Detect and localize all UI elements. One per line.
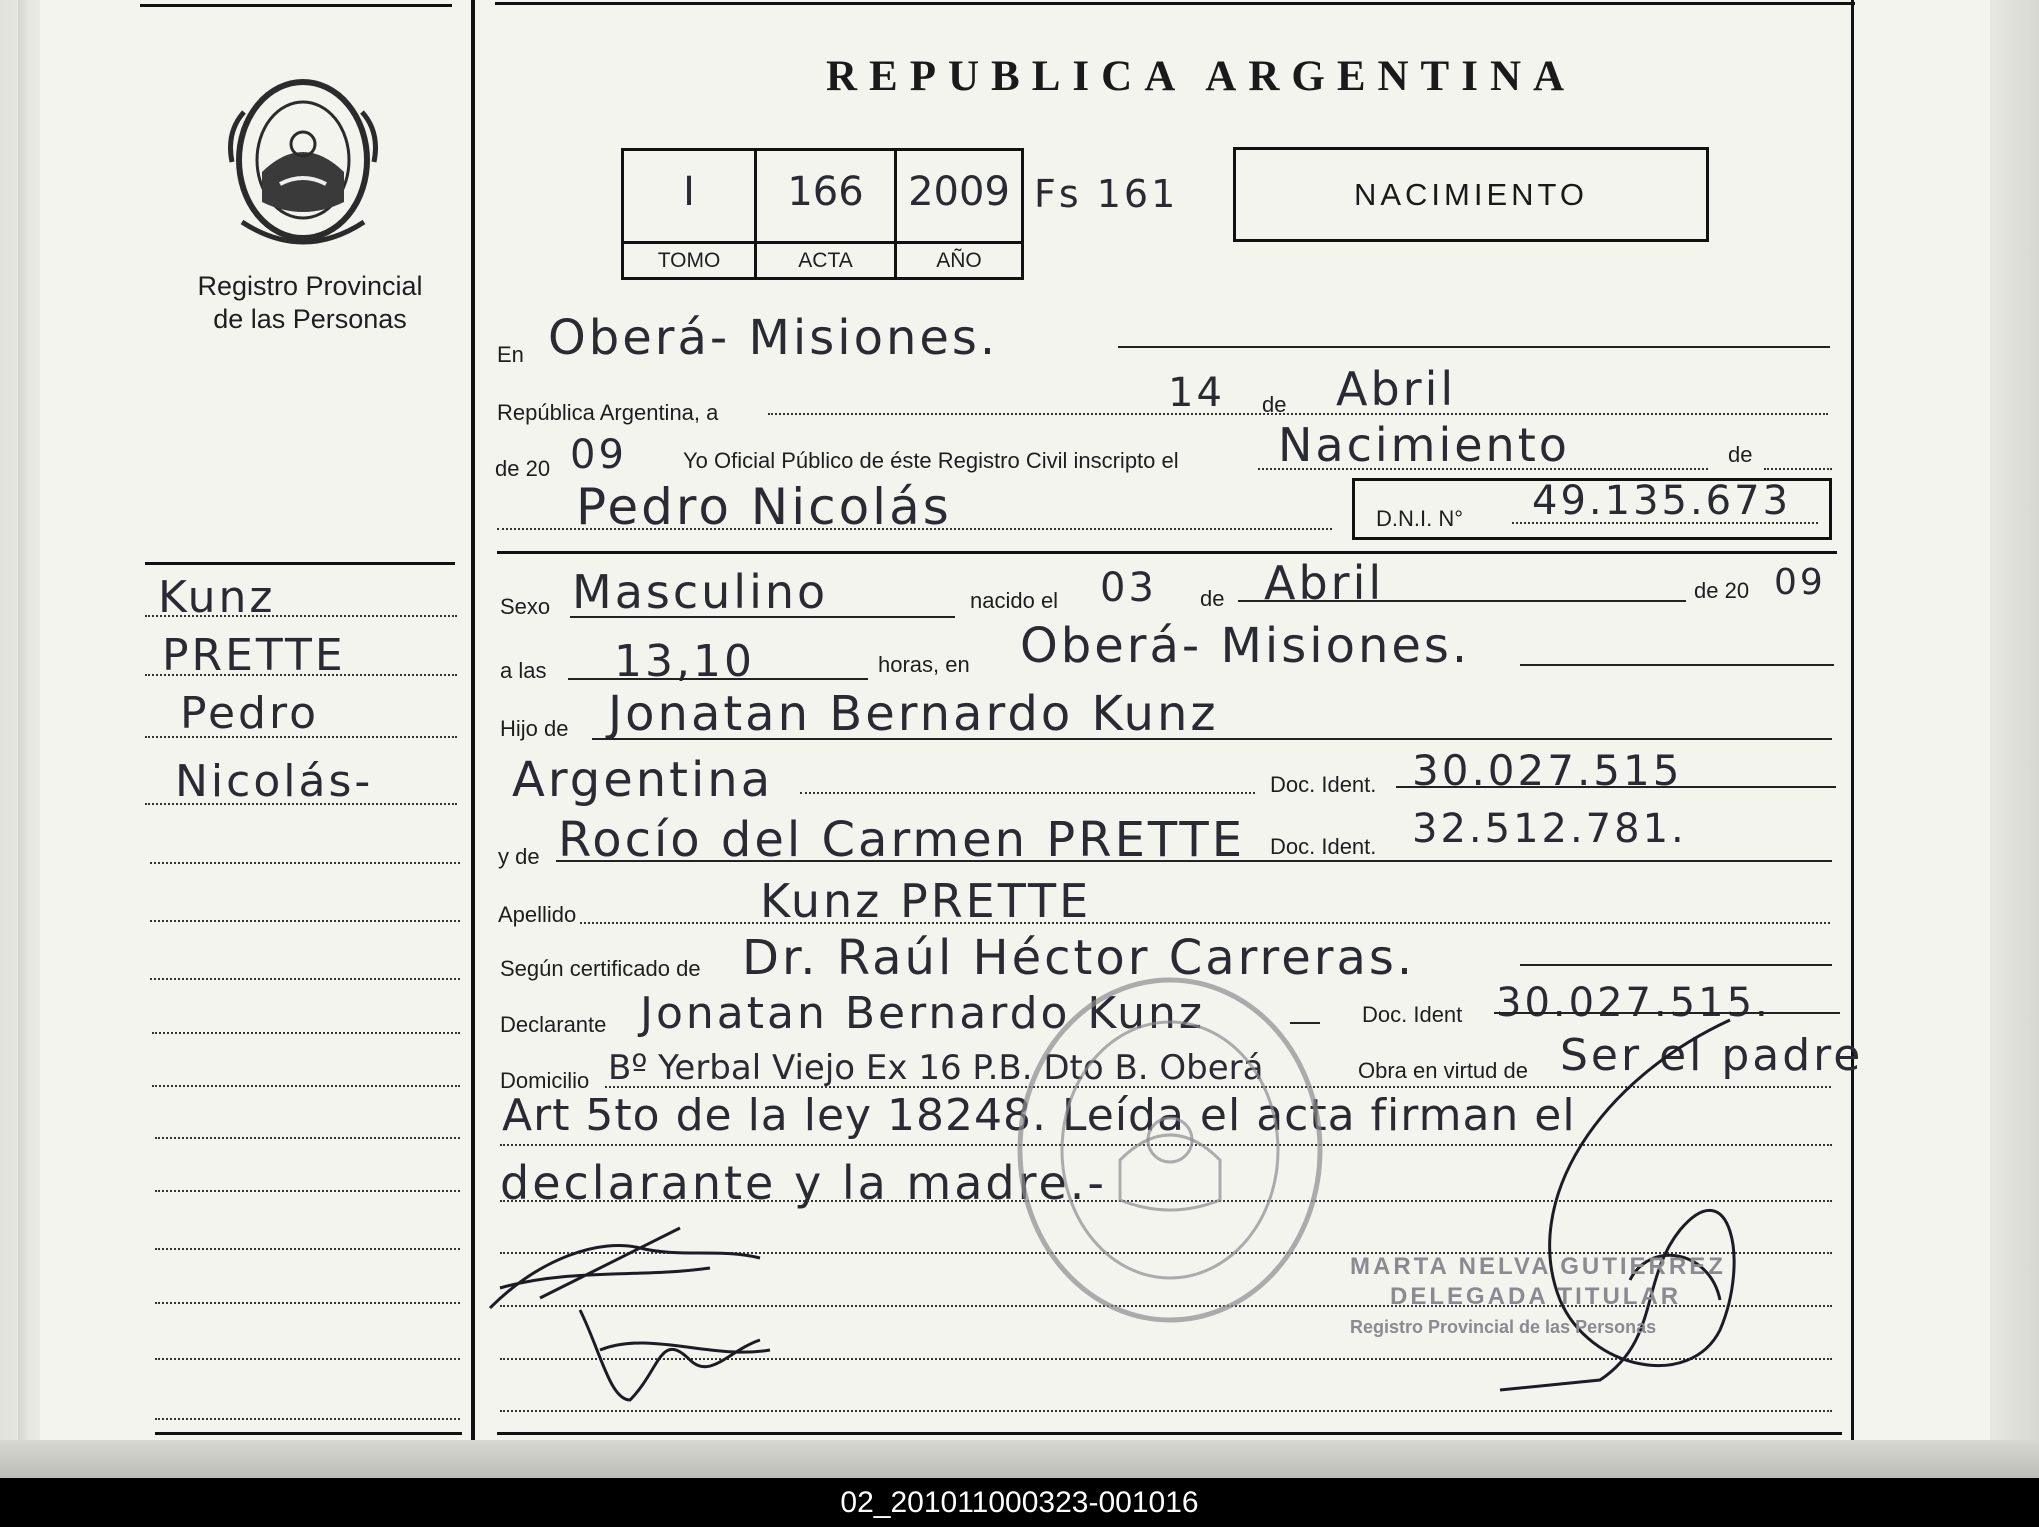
apellido-value: Kunz PRETTE xyxy=(760,874,1092,928)
nacido-year: 09 xyxy=(1774,562,1826,603)
doc-label-2: Doc. Ident. xyxy=(1270,834,1377,859)
de-label: de xyxy=(1262,392,1287,417)
notes-line-2: declarante y la madre.- xyxy=(500,1156,1108,1210)
republica-label: República Argentina, a xyxy=(497,400,719,425)
margin-rule xyxy=(150,978,460,980)
margin-name-2: PRETTE xyxy=(162,630,346,681)
dni-label: D.N.I. N° xyxy=(1376,506,1464,531)
en-value: Oberá- Misiones. xyxy=(548,310,999,366)
margin-name-3: Pedro xyxy=(180,688,320,739)
margin-rule xyxy=(150,862,460,864)
tomo-label: TOMO xyxy=(657,249,721,272)
de-label-2: de xyxy=(1728,442,1753,467)
bottom-border-right xyxy=(497,1432,1842,1435)
padre-doc-rule xyxy=(1396,786,1836,788)
tomo-value: I xyxy=(683,169,695,215)
sexo-label: Sexo xyxy=(500,594,551,619)
declarante-value: Jonatan Bernardo Kunz xyxy=(640,988,1205,1039)
margin-rule xyxy=(155,1358,460,1360)
page-bottom-edge xyxy=(0,1440,2039,1478)
de20-label: de 20 xyxy=(495,456,551,481)
declarante-doc: 30.027.515. xyxy=(1496,980,1771,1026)
hijo-label: Hijo de xyxy=(500,716,569,741)
misiones-seal-icon xyxy=(222,72,384,247)
signer-office: Registro Provincial de las Personas xyxy=(1350,1317,1657,1337)
officer-signature xyxy=(1480,1000,1770,1420)
republica-rule xyxy=(768,413,1828,415)
en-rule xyxy=(1118,346,1830,348)
padre-doc: 30.027.515 xyxy=(1412,746,1683,795)
margin-rule xyxy=(145,615,457,617)
page-edge-left xyxy=(18,0,30,1478)
signer-name: MARTA NELVA GUTIERREZ xyxy=(1350,1253,1726,1280)
dni-rule xyxy=(1512,522,1818,524)
margin-rule xyxy=(145,674,457,676)
en-label: En xyxy=(497,342,524,367)
oficial-label: Yo Oficial Público de éste Registro Civil inscripto el xyxy=(683,448,1179,473)
de-label-3: de xyxy=(1200,586,1225,611)
segun-rule xyxy=(1520,964,1832,966)
nacionalidad-rule xyxy=(800,792,1255,794)
grid-divider-h xyxy=(624,241,1021,244)
margin-name-1: Kunz xyxy=(158,572,276,623)
margin-rule xyxy=(155,1137,460,1139)
dni-value: 49.135.673 xyxy=(1532,478,1792,524)
margin-rule xyxy=(145,736,457,738)
padre-name: Jonatan Bernardo Kunz xyxy=(608,686,1219,742)
inscripto-tail-rule xyxy=(1764,468,1832,470)
page-edge-right xyxy=(1990,0,2039,1478)
image-caption: 02_201011000323-001016 xyxy=(0,1478,2039,1527)
margin-name-4: Nicolás- xyxy=(175,756,374,807)
madre-rule xyxy=(556,860,1832,862)
bottom-border-left xyxy=(155,1432,462,1435)
main-separator xyxy=(497,551,1837,554)
month-value: Abril xyxy=(1336,362,1457,416)
doc-label: Doc. Ident. xyxy=(1270,772,1377,797)
nombre-rule xyxy=(497,528,1332,530)
margin-rule xyxy=(150,920,460,922)
left-column-separator xyxy=(145,562,455,565)
segun-value: Dr. Raúl Héctor Carreras. xyxy=(742,930,1416,986)
hora-value: 13,10 xyxy=(614,636,755,687)
margin-rule xyxy=(145,803,457,805)
nacido-month: Abril xyxy=(1264,556,1385,610)
registry-line-1: Registro Provincial xyxy=(197,271,423,301)
inscripto-rule xyxy=(1258,468,1708,470)
margin-rule xyxy=(155,1190,460,1192)
day-value: 14 xyxy=(1168,370,1225,416)
lugar-value: Oberá- Misiones. xyxy=(1020,618,1471,674)
year-value: 09 xyxy=(570,432,627,478)
signer-role: DELEGADA TITULAR xyxy=(1390,1283,1682,1310)
mother-signature xyxy=(560,1290,780,1410)
document-title: REPUBLICA ARGENTINA xyxy=(826,53,1577,100)
official-stamp-icon xyxy=(1010,960,1330,1330)
hora-rule xyxy=(568,678,868,680)
obra-value: Ser el padre xyxy=(1560,1030,1864,1081)
acta-value: 166 xyxy=(787,169,864,215)
margin-rule xyxy=(155,1302,460,1304)
folio-note: Fs 161 xyxy=(1034,172,1179,216)
domicilio-value: Bº Yerbal Viejo Ex 16 P.B. Dto B. Oberá xyxy=(608,1048,1264,1088)
sexo-rule xyxy=(570,616,955,618)
top-right-border xyxy=(495,2,1855,5)
signer-stamp xyxy=(1350,1252,1726,1342)
margin-rule xyxy=(152,1085,460,1087)
child-name: Pedro Nicolás xyxy=(576,478,952,536)
domicilio-label: Domicilio xyxy=(500,1068,590,1093)
right-border xyxy=(1851,0,1854,1440)
madre-name: Rocío del Carmen PRETTE xyxy=(558,812,1246,868)
top-left-border xyxy=(140,4,452,7)
doc-label-3: Doc. Ident xyxy=(1362,1002,1463,1027)
anio-value: 2009 xyxy=(908,169,1010,215)
apellido-rule xyxy=(580,922,1830,924)
yde-label: y de xyxy=(498,844,540,869)
lugar-rule xyxy=(1520,664,1834,666)
declarante-label: Declarante xyxy=(500,1012,607,1037)
apellido-label: Apellido xyxy=(498,902,577,927)
acta-label: ACTA xyxy=(798,249,853,272)
book-reference-box xyxy=(621,148,1024,280)
segun-label: Según certificado de xyxy=(500,956,701,981)
nacido-label: nacido el xyxy=(970,588,1059,613)
registry-line-2: de las Personas xyxy=(213,304,407,334)
nacido-rule xyxy=(1238,600,1686,602)
nacido-day: 03 xyxy=(1100,565,1157,611)
alas-label: a las xyxy=(500,658,547,683)
record-type-box: NACIMIENTO xyxy=(1233,147,1709,242)
anio-label: AÑO xyxy=(936,249,982,272)
margin-rule xyxy=(155,1418,460,1420)
de20-label-2: de 20 xyxy=(1694,578,1750,603)
notes-line-1: Art 5to de la ley 18248. Leída el acta firman el xyxy=(502,1090,1576,1141)
padre-rule xyxy=(592,738,1832,740)
inscripto-value: Nacimiento xyxy=(1278,418,1570,472)
horas-label: horas, en xyxy=(878,652,970,677)
obra-label: Obra en virtud de xyxy=(1358,1058,1528,1083)
madre-doc: 32.512.781. xyxy=(1412,806,1687,852)
left-column-divider xyxy=(471,0,475,1440)
padre-nacionalidad: Argentina xyxy=(512,752,774,808)
registry-name xyxy=(160,270,460,336)
margin-rule xyxy=(152,1032,460,1034)
sexo-value: Masculino xyxy=(572,565,829,619)
margin-rule xyxy=(155,1248,460,1250)
